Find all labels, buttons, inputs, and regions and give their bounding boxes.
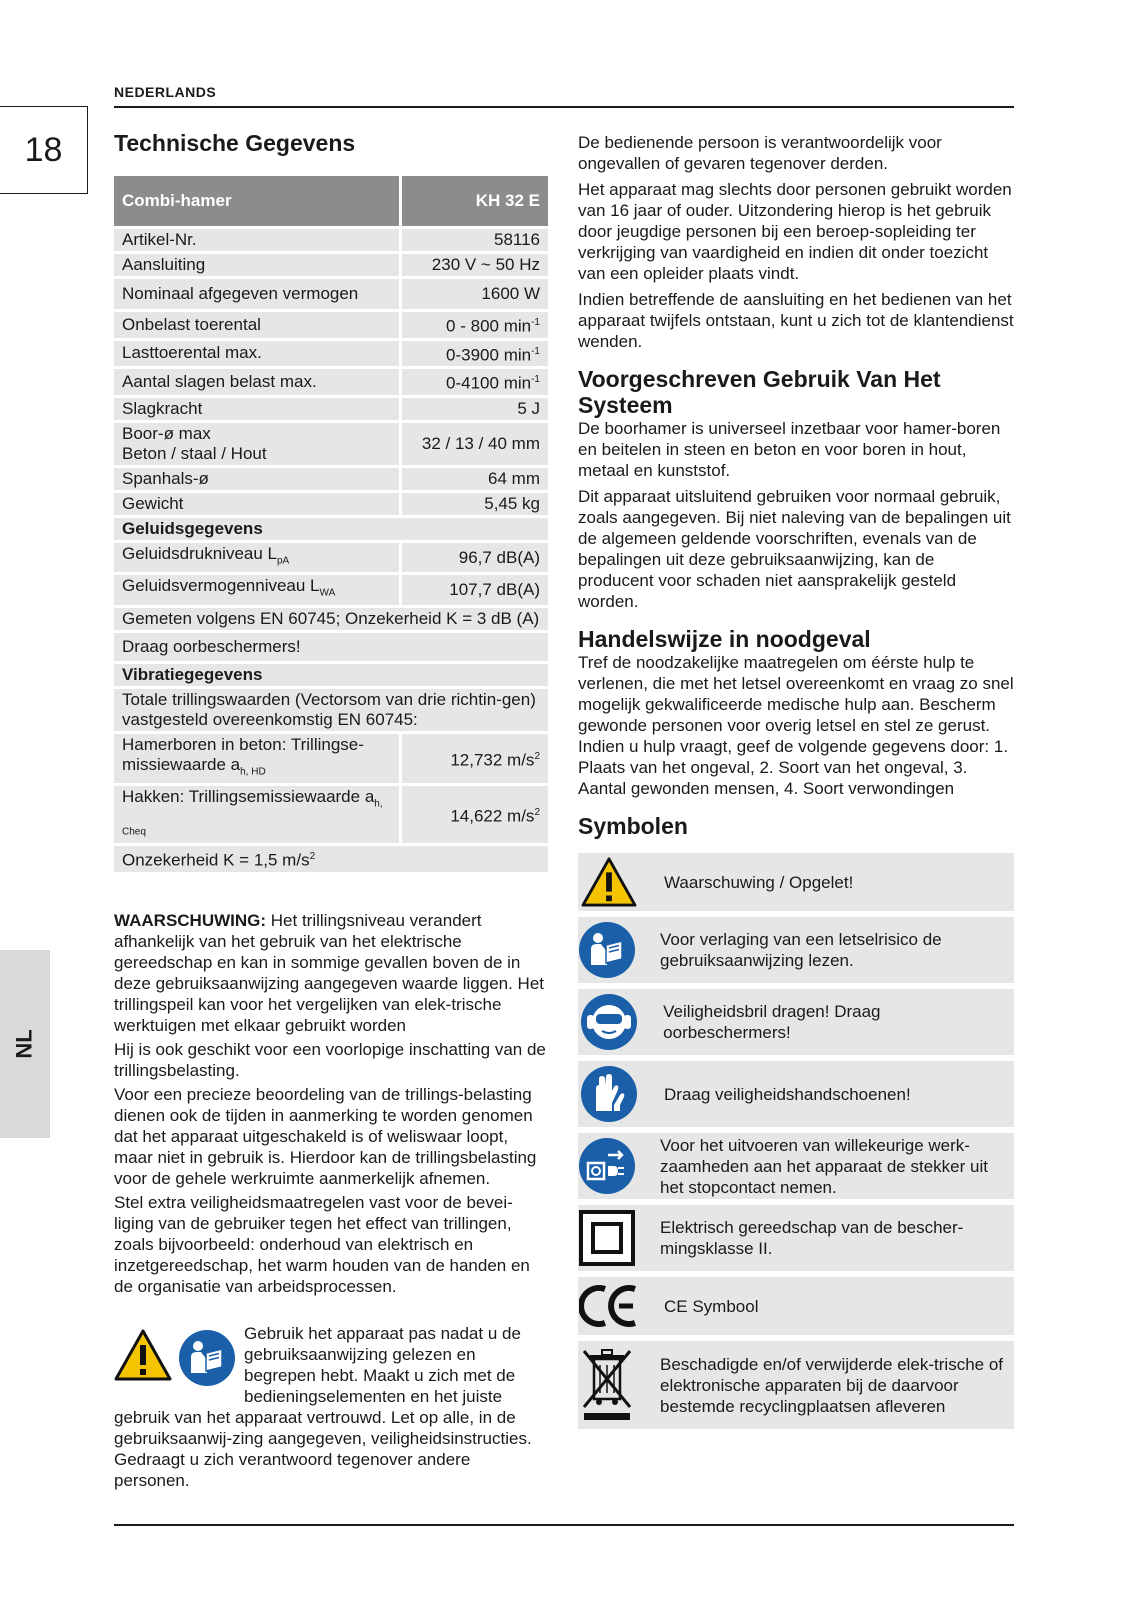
spec-value-text: 12,732 m/s	[450, 750, 535, 770]
spec-value	[400, 368, 548, 397]
paragraph: De boorhamer is universeel inzetbaar voor hamer-boren en beitelen in steen en beton en voor boren in hout, metaal en kunststof.	[578, 419, 1001, 480]
spec-value	[400, 339, 548, 368]
paragraph: Gebruik het apparaat pas nadat u de gebruiksaanwijzing gelezen en begrepen hebt. Maakt u zich met de bedieningselementen en het juiste gebruik van het apparaat vertrouwd. Let op alle, in de gebruiksaanwij-zing aangegeven, veiligheidsinstructies. Gedraagt u zich verantwoord tegenover andere personen.	[114, 1323, 532, 1490]
spec-label	[114, 541, 400, 573]
spec-value: 230 V ~ 50 Hz	[400, 253, 548, 278]
language-tab-label: NL	[11, 1029, 37, 1059]
page-number: 18	[0, 106, 88, 194]
spec-value-sup: 2	[534, 806, 540, 818]
table-row	[114, 606, 548, 631]
symbol-text: Voor verlaging van een letselrisico de gebruiksaanwijzing lezen.	[660, 930, 942, 970]
spec-value	[400, 785, 548, 845]
table-row	[114, 311, 548, 340]
uncertainty-note	[114, 844, 548, 871]
symbol-text: Veiligheidsbril dragen! Draag oorbeschermers!	[663, 1002, 881, 1042]
symbol-row	[578, 1341, 1014, 1429]
spec-header-model: KH 32 E	[400, 176, 548, 228]
table-row	[114, 844, 548, 871]
language-tab	[0, 950, 50, 1138]
spec-value	[400, 732, 548, 784]
symbol-text: Voor het uitvoeren van willekeurige werk-zaamheden aan het apparaat de stekker uit het stopcontact nemen.	[660, 1135, 988, 1197]
symbol-text: CE Symbool	[664, 1296, 759, 1316]
bottom-rule	[114, 1524, 1014, 1526]
section-title-symbols: Symbolen	[578, 813, 688, 839]
spec-value-sup: -1	[531, 374, 540, 386]
table-row	[114, 785, 548, 845]
section-title-technical: Technische Gegevens	[114, 130, 356, 156]
noise-heading: Geluidsgegevens	[114, 516, 548, 541]
table-row	[114, 339, 548, 368]
table-row	[114, 466, 548, 491]
spec-header-product: Combi-hamer	[114, 176, 400, 228]
spec-value: 64 mm	[400, 466, 548, 491]
symbol-row	[578, 853, 1014, 911]
spec-label: Lasttoerental max.	[114, 339, 400, 368]
uncertainty-sup: 2	[309, 850, 316, 862]
spec-label-text: Geluidsdrukniveau L	[122, 543, 277, 563]
spec-value-text: 0-3900 min	[446, 345, 532, 365]
warning-triangle-icon	[114, 1329, 172, 1381]
symbol-text: Draag veiligheidshandschoenen!	[664, 1084, 911, 1104]
ear-protection-note: Draag oorbeschermers!	[114, 631, 548, 662]
spec-label: Gewicht	[114, 491, 400, 516]
manual-notice	[114, 1323, 548, 1491]
spec-value: 107,7 dB(A)	[400, 574, 548, 606]
spec-value: 32 / 13 / 40 mm	[400, 421, 548, 466]
paragraph: De bedienende persoon is verantwoordelijk voor ongevallen of gevaren tegenover derden.	[578, 133, 942, 173]
left-column	[114, 130, 548, 1491]
vibration-intro: Totale trillingswaarden (Vectorsom van drie richtin-gen) vastgesteld overeenkomstig EN 60745:	[114, 687, 548, 732]
spec-label: Spanhals-ø	[114, 466, 400, 491]
spec-value-text: 0-4100 min	[446, 373, 532, 393]
warning-triangle-icon	[581, 857, 637, 907]
spec-label-sub: h, Cheq	[122, 798, 383, 837]
symbol-text: Waarschuwing / Opgelet!	[664, 872, 854, 892]
spec-table	[114, 176, 548, 872]
spec-value-sup: -1	[531, 345, 540, 357]
symbol-text: Beschadigde en/of verwijderde elek-trische of elektronische apparaten bij de daarvoor bestemde recyclingplaatsen afleveren	[660, 1354, 1004, 1416]
table-row	[114, 687, 548, 732]
spec-value: 96,7 dB(A)	[400, 541, 548, 573]
spec-value	[400, 311, 548, 340]
table-row	[114, 541, 548, 573]
read-manual-icon	[578, 921, 636, 979]
spec-label-sub: WA	[319, 587, 336, 599]
right-column	[578, 132, 1014, 1435]
goggles-ear-protection-icon	[580, 993, 638, 1051]
section-title-emergency: Handelswijze in noodgeval	[578, 626, 871, 652]
paragraph: Indien betreffende de aansluiting en het bedienen van het apparaat twijfels ontstaan, kunt u zich tot de klantendienst wenden.	[578, 290, 1014, 351]
table-row	[114, 278, 548, 311]
warning-block	[114, 910, 548, 1297]
paragraph: Hij is ook geschikt voor een voorlopige inschatting van de trillingsbelasting.	[114, 1039, 546, 1080]
spec-label-sub: h, HD	[240, 766, 266, 778]
table-row	[114, 368, 548, 397]
vibration-heading: Vibratiegegevens	[114, 662, 548, 687]
spec-label-text: Geluidsvermogenniveau L	[122, 576, 320, 596]
symbol-text: Elektrisch gereedschap van de bescher-mingsklasse II.	[660, 1218, 964, 1258]
spec-value: 5 J	[400, 396, 548, 421]
table-row	[114, 631, 548, 662]
table-row	[114, 396, 548, 421]
spec-label	[114, 421, 400, 466]
paragraph: Stel extra veiligheidsmaatregelen vast voor de bevei-liging van de gebruiker tegen het effect van trillingen, zoals bijvoorbeeld: onderhoud van elektrisch en inzetgereedschap, het warm houden van de handen en de organisatie van arbeidsprocessen.	[114, 1192, 530, 1296]
read-manual-icon	[178, 1329, 236, 1387]
gloves-icon	[580, 1065, 638, 1123]
table-row	[114, 662, 548, 687]
paragraph: Het apparaat mag slechts door personen gebruikt worden van 16 jaar of ouder. Uitzondering hierop is het gebruik door jeugdige personen bij een beroep-sopleiding ter verkrijging van vaardigheid en indien dit onder toezicht van een opleider plaats vindt.	[578, 180, 1012, 283]
spec-label	[114, 574, 400, 606]
symbol-row	[578, 1133, 1014, 1199]
spec-label	[114, 732, 400, 784]
symbols-list	[578, 853, 1014, 1429]
spec-label: Onbelast toerental	[114, 311, 400, 340]
table-row	[114, 253, 548, 278]
spec-value-text: 14,622 m/s	[450, 806, 535, 826]
paragraph: Tref de noodzakelijke maatregelen om éérste hulp te verlenen, die met het letsel overeenkomt en vraag zo snel mogelijk gekwalificeerde medische hulp aan. Bescherm gewonde personen voor overig letsel en stel ze gerust. Indien u hulp vraagt, geef de volgende gegevens door: 1. Plaats van het ongeval, 2. Soort van het ongeval, 3. Aantal gewonden mensen, 4. Soort verwondingen	[578, 653, 1014, 798]
table-row	[114, 421, 548, 466]
spec-label: Aansluiting	[114, 253, 400, 278]
paragraph: Dit apparaat uitsluitend gebruiken voor normaal gebruik, zoals aangegeven. Bij niet naleving van de bepalingen uit de algemeen geldende voorschriften, evenals van de bepalingen uit deze gebruiksaanwijzing, kan de producent voor schaden niet aansprakelijk gesteld worden.	[578, 487, 1011, 611]
spec-value: 1600 W	[400, 278, 548, 311]
spec-value-sup: 2	[534, 750, 540, 762]
spec-label-text: Hakken: Trillingsemissiewaarde a	[122, 787, 375, 807]
noise-note: Gemeten volgens EN 60745; Onzekerheid K = 3 dB (A)	[114, 606, 548, 631]
spec-label-line: Boor-ø max	[122, 423, 211, 443]
language-header: NEDERLANDS	[114, 84, 217, 100]
symbol-row	[578, 1061, 1014, 1127]
weee-bin-icon	[578, 1345, 636, 1425]
table-row	[114, 732, 548, 784]
spec-label: Slagkracht	[114, 396, 400, 421]
symbol-row	[578, 917, 1014, 983]
top-rule	[114, 106, 1014, 108]
warning-text: Het trillingsniveau verandert afhankelijk van het gebruik van het elektrische gereedschap en kan in sommige gevallen boven de in deze gebruiksaanwijzing aangegeven waarde liggen. Het trillingspeil kan voor het vergelijken van elek-trische werktuigen met elkaar gebruikt worden	[114, 910, 545, 1035]
uncertainty-text: Onzekerheid K = 1,5 m/s	[122, 850, 310, 870]
spec-label: Nominaal afgegeven vermogen	[114, 278, 400, 311]
paragraph: Voor een precieze beoordeling van de trillings-belasting dienen ook de tijden in aanmerking te worden genomen dat het apparaat uitgeschakeld is of weliswaar loopt, maar niet in gebruik is. Hierdoor kan de trillingsbelasting voor de gehele werkruimte aanmerkelijk afnemen.	[114, 1084, 537, 1188]
table-row	[114, 574, 548, 606]
spec-label-text: Hamerboren in beton: Trillingse-missiewaarde a	[122, 734, 364, 774]
unplug-icon	[578, 1137, 636, 1195]
spec-label-sub: pA	[276, 555, 290, 567]
warning-label: WAARSCHUWING:	[114, 910, 267, 930]
spec-label	[114, 785, 400, 845]
spec-value-text: 0 - 800 min	[446, 316, 532, 336]
table-row	[114, 491, 548, 516]
spec-value-sup: -1	[531, 317, 540, 328]
symbol-row	[578, 989, 1014, 1055]
warning-paragraph	[114, 910, 548, 1036]
table-row	[114, 516, 548, 541]
table-row	[114, 228, 548, 253]
spec-label: Aantal slagen belast max.	[114, 368, 400, 397]
spec-value: 58116	[400, 228, 548, 253]
notice-icons	[114, 1329, 236, 1387]
protection-class-ii-icon	[578, 1209, 636, 1267]
ce-mark-icon	[579, 1281, 639, 1331]
spec-label-line: Beton / staal / Hout	[122, 443, 267, 463]
symbol-row	[578, 1277, 1014, 1335]
symbol-row	[578, 1205, 1014, 1271]
spec-value: 5,45 kg	[400, 491, 548, 516]
spec-label: Artikel-Nr.	[114, 228, 400, 253]
section-title-intended-use: Voorgeschreven Gebruik Van Het Systeem	[578, 366, 941, 418]
